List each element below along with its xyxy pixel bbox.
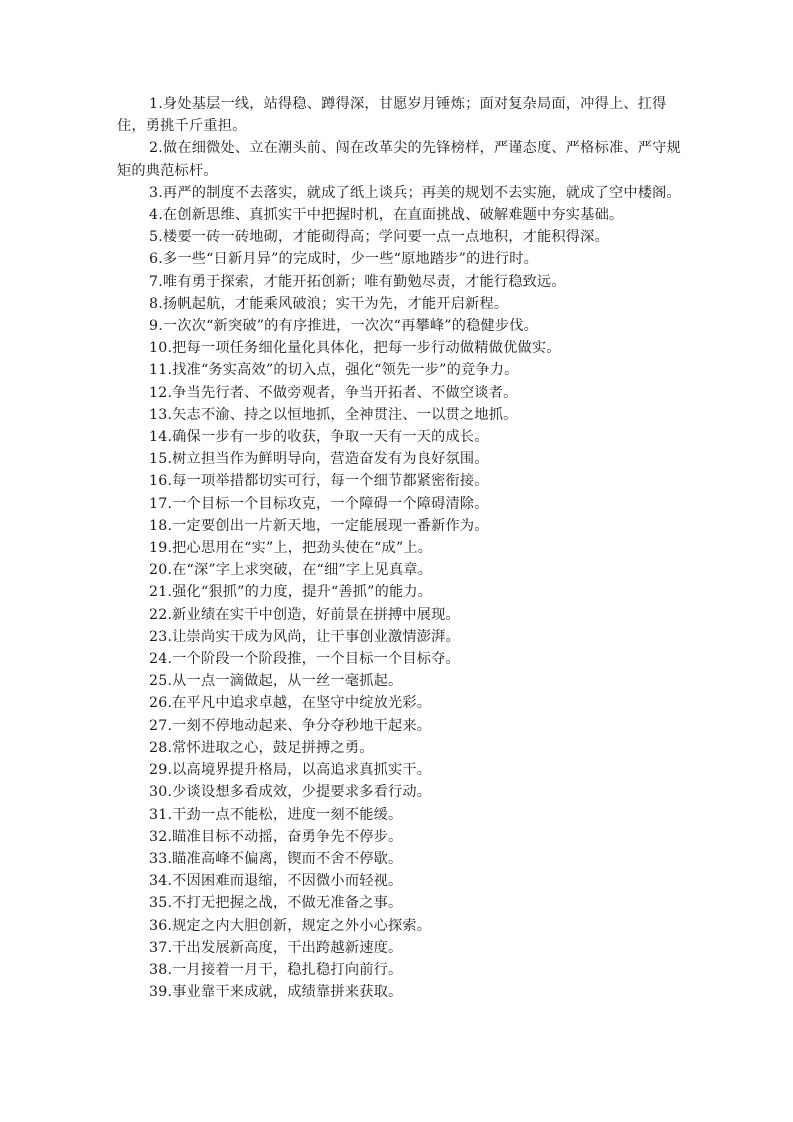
slogan-item: 32.瞄准目标不动摇，奋勇争先不停步。 (149, 828, 403, 845)
slogan-item: 14.确保一步有一步的收获，争取一天有一天的成长。 (149, 429, 489, 446)
slogan-item: 13.矢志不渝、持之以恒地抓，全神贯注、一以贯之地抓。 (149, 406, 518, 423)
slogan-item: 38.一月接着一月干，稳扎稳打向前行。 (149, 961, 403, 978)
slogan-item: 10.把每一项任务细化量化具体化，把每一步行动做精做优做实。 (149, 340, 561, 357)
slogan-item: 11.找准“务实高效”的切入点，强化“领先一步”的竞争力。 (149, 362, 519, 379)
slogan-item: 21.强化“狠抓”的力度，提升“善抓”的能力。 (149, 584, 433, 601)
slogan-item: 12.争当先行者、不做旁观者，争当开拓者、不做空谈者。 (149, 384, 518, 401)
slogan-item: 36.规定之内大胆创新，规定之外小心探索。 (149, 917, 432, 934)
slogan-item: 25.从一点一滴做起，从一丝一毫抓起。 (149, 673, 403, 690)
slogan-item: 29.以高境界提升格局，以高追求真抓实干。 (149, 762, 432, 779)
slogan-item: 31.干劲一点不能松，进度一刻不能缓。 (149, 806, 403, 823)
slogan-item: 23.让崇尚实干成为风尚，让干事创业激情澎湃。 (149, 628, 460, 645)
slogan-item: 22.新业绩在实干中创造，好前景在拼搏中展现。 (149, 606, 460, 623)
slogan-item: 9.一次次“新突破”的有序推进，一次次“再攀峰”的稳健步伐。 (149, 318, 539, 335)
slogan-item: 8.扬帆起航，才能乘风破浪；实干为先，才能开启新程。 (149, 295, 509, 312)
slogan-item: 19.把心思用在“实”上，把劲头使在“成”上。 (149, 540, 433, 557)
slogan-item: 35.不打无把握之战，不做无准备之事。 (149, 895, 403, 912)
slogan-item: 16.每一项举措都切实可行，每一个细节都紧密衔接。 (149, 473, 489, 490)
slogan-item: 34.不因困难而退缩，不因微小而轻视。 (149, 873, 403, 890)
slogan-item: 18.一定要创出一片新天地，一定能展现一番新作为。 (149, 517, 489, 534)
slogan-item: 26.在平凡中追求卓越，在坚守中绽放光彩。 (149, 695, 432, 712)
slogan-item: 5.楼要一砖一砖地砌，才能砌得高；学问要一点一点地积，才能积得深。 (149, 229, 609, 246)
slogan-item: 30.少谈设想多看成效，少提要求多看行动。 (149, 784, 432, 801)
slogan-item: 33.瞄准高峰不偏离，锲而不舍不停歇。 (149, 850, 403, 867)
slogan-item: 37.干出发展新高度，干出跨越新速度。 (149, 939, 403, 956)
slogan-item: 28.常怀进取之心，鼓足拼搏之勇。 (149, 739, 374, 756)
slogan-item: 7.唯有勇于探索，才能开拓创新；唯有勤勉尽责，才能行稳致远。 (149, 273, 566, 290)
slogan-item: 39.事业靠干来成就，成绩靠拼来获取。 (149, 984, 403, 1001)
slogan-item: 6.多一些“日新月异”的完成时，少一些“原地踏步”的进行时。 (149, 251, 539, 268)
slogan-list (117, 93, 683, 1003)
slogan-item: 15.树立担当作为鲜明导向，营造奋发有为良好氛围。 (149, 451, 489, 468)
slogan-item: 1.身处基层一线，站得稳、蹲得深，甘愿岁月锤炼；面对复杂局面，冲得上、扛得住，勇挑千斤重担。 (117, 96, 667, 135)
slogan-item: 24.一个阶段一个阶段推，一个目标一个目标夺。 (149, 651, 460, 668)
slogan-item: 27.一刻不停地动起来、争分夺秒地干起来。 (149, 717, 432, 734)
slogan-item: 2.做在细微处、立在潮头前、闯在改革尖的先锋榜样，严谨态度、严格标准、严守规矩的典范标杆。 (117, 140, 681, 179)
slogan-item: 17.一个目标一个目标攻克，一个障碍一个障碍清除。 (149, 495, 489, 512)
slogan-item: 20.在“深”字上求突破，在“细”字上见真章。 (149, 562, 433, 579)
slogan-item: 4.在创新思维、真抓实干中把握时机，在直面挑战、破解难题中夯实基础。 (149, 207, 624, 224)
slogan-item: 3.再严的制度不去落实，就成了纸上谈兵；再美的规划不去实施，就成了空中楼阁。 (149, 184, 681, 201)
